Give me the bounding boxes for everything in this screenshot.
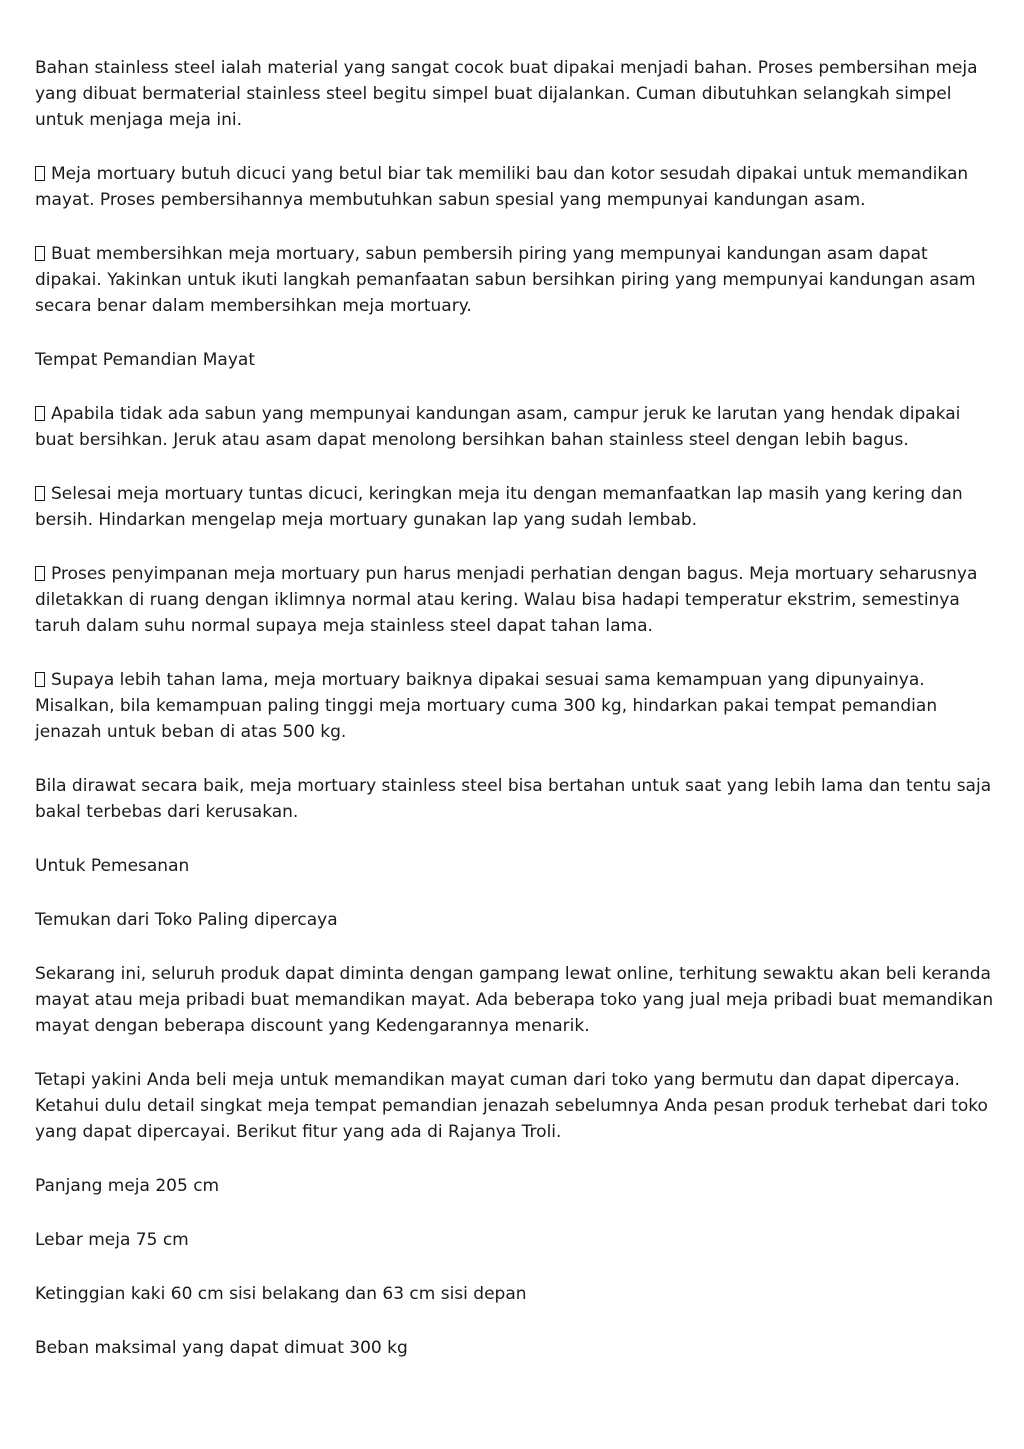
heading-text: Temukan dari Toko Paling dipercaya <box>35 910 338 930</box>
paragraph <box>35 773 995 825</box>
missing-glyph-bullet-icon <box>35 246 45 261</box>
spec-text: Beban maksimal yang dapat dimuat 300 kg <box>35 1338 408 1358</box>
paragraph-text: Apabila tidak ada sabun yang mempunyai kandungan asam, campur jeruk ke larutan yang hendak dipakai buat bersihkan. Jeruk atau asam dapat menolong bersihkan bahan stainless steel dengan lebih bagus. <box>35 404 961 450</box>
paragraph-text: Bahan stainless steel ialah material yang sangat cocok buat dipakai menjadi bahan. Proses pembersihan meja yang dibuat bermaterial stainless steel begitu simpel buat dijalankan. Cuman dibutuhkan selangkah simpel untuk menjaga meja ini. <box>35 58 978 130</box>
bullet-paragraph <box>35 561 995 639</box>
paragraph-text: Tetapi yakini Anda beli meja untuk memandikan mayat cuman dari toko yang bermutu dan dapat dipercaya. Ketahui dulu detail singkat meja tempat pemandian jenazah sebelumnya Anda pesan produk terhebat dari toko yang dapat dipercayai. Berikut fitur yang ada di Rajanya Troli. <box>35 1070 988 1142</box>
paragraph-text: Meja mortuary butuh dicuci yang betul biar tak memiliki bau dan kotor sesudah dipakai untuk memandikan mayat. Proses pembersihannya membutuhkan sabun spesial yang mempunyai kandungan asam. <box>35 164 969 210</box>
spec-line <box>35 1335 995 1361</box>
bullet-paragraph <box>35 241 995 319</box>
missing-glyph-bullet-icon <box>35 166 45 181</box>
bullet-paragraph <box>35 667 995 745</box>
spec-text: Panjang meja 205 cm <box>35 1176 220 1196</box>
bullet-paragraph <box>35 161 995 213</box>
paragraph-text: Bila dirawat secara baik, meja mortuary stainless steel bisa bertahan untuk saat yang lebih lama dan tentu saja bakal terbebas dari kerusakan. <box>35 776 992 822</box>
heading-text: Untuk Pemesanan <box>35 856 190 876</box>
section-heading <box>35 907 995 933</box>
missing-glyph-bullet-icon <box>35 406 45 421</box>
paragraph <box>35 961 995 1039</box>
document-page <box>35 55 995 1389</box>
missing-glyph-bullet-icon <box>35 672 45 687</box>
paragraph-text: Supaya lebih tahan lama, meja mortuary baiknya dipakai sesuai sama kemampuan yang dipunyainya. Misalkan, bila kemampuan paling tinggi meja mortuary cuma 300 kg, hindarkan pakai tempat pemandian jenazah untuk beban di atas 500 kg. <box>35 670 938 742</box>
spec-line <box>35 1227 995 1253</box>
paragraph-text: Proses penyimpanan meja mortuary pun harus menjadi perhatian dengan bagus. Meja mortuary seharusnya diletakkan di ruang dengan iklimnya normal atau kering. Walau bisa hadapi temperatur ekstrim, semestinya taruh dalam suhu normal supaya meja stainless steel dapat tahan lama. <box>35 564 978 636</box>
spec-text: Ketinggian kaki 60 cm sisi belakang dan 63 cm sisi depan <box>35 1284 527 1304</box>
bullet-paragraph <box>35 401 995 453</box>
paragraph <box>35 1067 995 1145</box>
bullet-paragraph <box>35 481 995 533</box>
heading-text: Tempat Pemandian Mayat <box>35 350 255 370</box>
section-heading <box>35 347 995 373</box>
section-heading <box>35 853 995 879</box>
paragraph-text: Buat membersihkan meja mortuary, sabun pembersih piring yang mempunyai kandungan asam dapat dipakai. Yakinkan untuk ikuti langkah pemanfaatan sabun bersihkan piring yang mempunyai kandungan asam secara benar dalam membersihkan meja mortuary. <box>35 244 976 316</box>
missing-glyph-bullet-icon <box>35 566 45 581</box>
paragraph-intro <box>35 55 995 133</box>
spec-line <box>35 1173 995 1199</box>
paragraph-text: Selesai meja mortuary tuntas dicuci, keringkan meja itu dengan memanfaatkan lap masih yang kering dan bersih. Hindarkan mengelap meja mortuary gunakan lap yang sudah lembab. <box>35 484 963 530</box>
spec-line <box>35 1281 995 1307</box>
missing-glyph-bullet-icon <box>35 486 45 501</box>
paragraph-text: Sekarang ini, seluruh produk dapat diminta dengan gampang lewat online, terhitung sewaktu akan beli keranda mayat atau meja pribadi buat memandikan mayat. Ada beberapa toko yang jual meja pribadi buat memandikan mayat dengan beberapa discount yang Kedengarannya menarik. <box>35 964 994 1036</box>
spec-text: Lebar meja 75 cm <box>35 1230 189 1250</box>
